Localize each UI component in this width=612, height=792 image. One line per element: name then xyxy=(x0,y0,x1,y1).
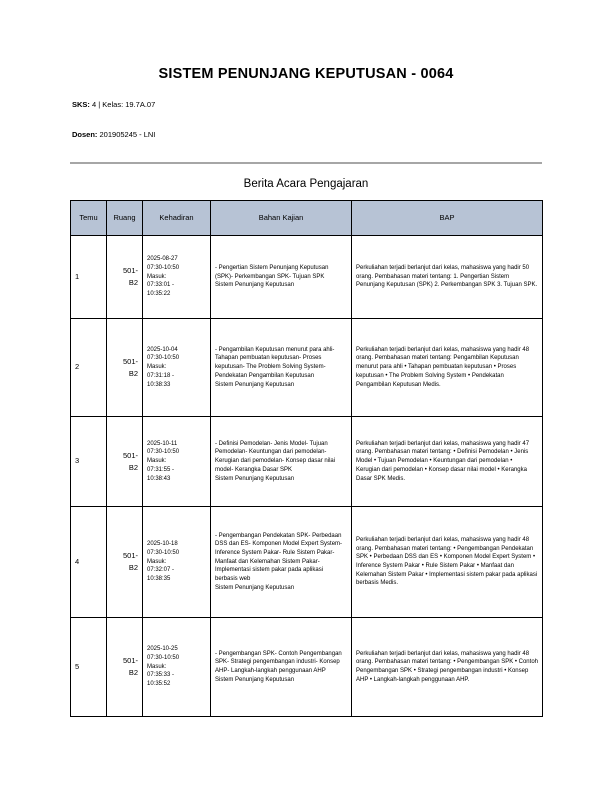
sks-line xyxy=(72,100,155,109)
bap-table xyxy=(70,200,543,717)
table-row xyxy=(71,319,543,417)
table-row xyxy=(71,417,543,507)
table-row xyxy=(71,507,543,618)
cell-kehadiran: 2025-10-25 07:30-10:50 Masuk: 07:35:33 - 10:35:52 xyxy=(143,618,211,717)
cell-bap: Perkuliahan terjadi berlanjut dari kelas, mahasiswa yang hadir 50 orang. Pembahasan materi tentang: 1. Pengertian Sistem Penunjang Keputusan (SPK) 2. Perkembangan SPK 3. Tujuan SPK. xyxy=(352,236,543,319)
cell-temu: 5 xyxy=(71,618,107,717)
cell-ruang: 501- B2 xyxy=(107,507,143,618)
dosen-value: 201905245 - LNI xyxy=(99,130,156,139)
cell-bap: Perkuliahan terjadi berlanjut dari kelas, mahasiswa yang hadir 48 orang. Pembahasan materi tentang: Pengambilan Keputusan menurut para ahli • Tahapan pembuatan keputusan • Proses keputusan • The Problem Solving System • Pendekatan Pengambilan Keputusan Medis. xyxy=(352,319,543,417)
divider xyxy=(70,162,542,164)
dosen-line xyxy=(72,130,155,139)
table-row xyxy=(71,236,543,319)
cell-bap: Perkuliahan terjadi berlanjut dari kelas, mahasiswa yang hadir 48 orang. Pembahasan materi tentang: • Pengembangan SPK • Contoh Pengembangan SPK • Strategi pengembangan industri • Konsep AHP • Langkah-langkah penggunaan AHP. xyxy=(352,618,543,717)
cell-kehadiran: 2025-10-11 07:30-10:50 Masuk: 07:31:55 - 10:38:43 xyxy=(143,417,211,507)
page-title: SISTEM PENUNJANG KEPUTUSAN - 0064 xyxy=(158,66,454,82)
cell-ruang: 501- B2 xyxy=(107,319,143,417)
column-header-ruang: Ruang xyxy=(107,201,143,236)
cell-bahan-kajian: - Definisi Pemodelan- Jenis Model- Tujuan Pemodelan- Keuntungan dari pemodelan- Kerugian dari pemodelan- Konsep dasar nilai model- Kerangka Dasar SPK Sistem Penunjang Keputusan xyxy=(211,417,352,507)
cell-bap: Perkuliahan terjadi berlanjut dari kelas, mahasiswa yang hadir 48 orang. Pembahasan materi tentang: • Pengembangan Pendekatan SPK • Perbedaan DSS dan ES • Komponen Model Expert System • Inference System Pakar • Rule Sistem Pakar • Manfaat dan Kelemahan Sistem Pakar • Implementasi sistem pakar pada aplikasi berbasis Medis. xyxy=(352,507,543,618)
section-title: Berita Acara Pengajaran xyxy=(243,178,369,190)
sks-label: SKS: xyxy=(72,100,90,109)
cell-bahan-kajian: - Pengertian Sistem Penunjang Keputusan (SPK)- Perkembangan SPK- Tujuan SPK Sistem Penunjang Keputusan xyxy=(211,236,352,319)
cell-temu: 1 xyxy=(71,236,107,319)
table-header-row xyxy=(71,201,543,236)
column-header-kehadiran: Kehadiran xyxy=(143,201,211,236)
cell-bap: Perkuliahan terjadi berlanjut dari kelas, mahasiswa yang hadir 47 orang. Pembahasan materi tentang: • Definisi Pemodelan • Jenis Model • Tujuan Pemodelan • Keuntungan dari pemodelan • Kerugian dari pemodelan • Konsep dasar nilai model • Kerangka Dasar SPK Medis. xyxy=(352,417,543,507)
cell-kehadiran: 2025-10-18 07:30-10:50 Masuk: 07:32:07 - 10:38:35 xyxy=(143,507,211,618)
cell-bahan-kajian: - Pengambilan Keputusan menurut para ahli- Tahapan pembuatan keputusan- Proses keputusan- The Problem Solving System- Pendekatan Pengambilan Keputusan Sistem Penunjang Keputusan xyxy=(211,319,352,417)
dosen-label: Dosen: xyxy=(72,130,98,139)
table-row xyxy=(71,618,543,717)
column-header-temu: Temu xyxy=(71,201,107,236)
cell-bahan-kajian: - Pengembangan SPK- Contoh Pengembangan SPK- Strategi pengembangan industri- Konsep AHP- Langkah-langkah penggunaan AHP Sistem Penunjang Keputusan xyxy=(211,618,352,717)
column-header-bap: BAP xyxy=(352,201,543,236)
column-header-bahan-kajian: Bahan Kajian xyxy=(211,201,352,236)
cell-ruang: 501- B2 xyxy=(107,236,143,319)
cell-kehadiran: 2025-10-04 07:30-10:50 Masuk: 07:31:18 - 10:38:33 xyxy=(143,319,211,417)
sks-value: 4 | Kelas: 19.7A.07 xyxy=(92,100,156,109)
cell-ruang: 501- B2 xyxy=(107,417,143,507)
cell-temu: 2 xyxy=(71,319,107,417)
cell-ruang: 501- B2 xyxy=(107,618,143,717)
cell-temu: 3 xyxy=(71,417,107,507)
cell-kehadiran: 2025-08-27 07:30-10:50 Masuk: 07:33:01 - 10:35:22 xyxy=(143,236,211,319)
cell-bahan-kajian: - Pengembangan Pendekatan SPK- Perbedaan DSS dan ES- Komponen Model Expert System- Inference System Pakar- Rule Sistem Pakar- Manfaat dan Kelemahan Sistem Pakar- Implementasi sistem pakar pada aplikasi berbasis web Sistem Penunjang Keputusan xyxy=(211,507,352,618)
cell-temu: 4 xyxy=(71,507,107,618)
